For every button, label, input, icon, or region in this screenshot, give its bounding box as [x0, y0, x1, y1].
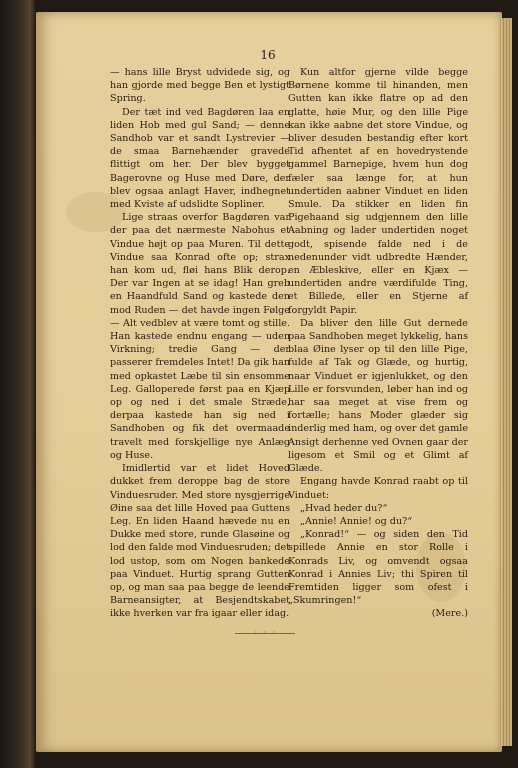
paragraph: Engang havde Konrad raabt op til Vinduet:	[288, 476, 468, 501]
paragraph: „Konrad!“ — og siden den Tid spillede Annie en stor Rolle i Konrads Liv, og omvendt ogsaa Konrad i Annies Liv; thi Spiren til Fremtiden ligger som ofest i „Skumringen!“	[288, 529, 468, 607]
paragraph: Der tæt ind ved Bagdøren laa en liden Hob med gul Sand; — denne Sandhob var et sandt Lystrevier — de smaa Barnehænder gravede flittigt om her. Der blev bygget Bagerovne og Huse med Døre, der blev ogsaa anlagt Haver, indhegnet med Kviste af udslidte Sopliner.	[110, 106, 290, 211]
right-text-column	[288, 66, 468, 621]
dialogue-line: „Annie! Annie! og du?“	[300, 515, 413, 527]
left-text-column	[110, 66, 290, 621]
paragraph: Da bliver den lille Gut dernede paa Sandhoben meget lykkelig, hans blaa Øine lyser op til den lille Pige, fulde af Tak og Glæde, og hurtig, naar Vinduet er igjenlukket, og den Lille er forsvunden, løber han ind og har saa meget at vise frem og fortælle; hans Moder glæder sig inderlig med ham, og over det gamle Ansigt derhenne ved Ovnen gaar der ligesom et Smil og et Glimt af Glæde.	[288, 317, 468, 475]
page-number: 16	[260, 48, 276, 62]
paragraph: Lige straas overfor Bagdøren var der paa det nærmeste Nabohus et Vindue højt op paa Muren. Til dette Vindue saa Konrad ofte op; strax han kom ud, fløi hans Blik derop. Der var Ingen at se idag! Han greb en Haandfuld Sand og kastede den mod Ruden — det havde ingen Følge — Alt vedblev at være tomt og stille. Han kastede endnu engang — uden Virkning; tredie Gang — der passerer fremdeles Intet! Da gik han med opkastet Læbe til sin ensomme Leg. Galloperede først paa en Kjæp op og ned i det smale Stræde, derpaa kastede han sig ned i Sandhoben og fik det overmaade travelt med forskjellige nye Anlæg og Huse.	[110, 212, 290, 461]
page-edges	[500, 18, 512, 746]
paragraph: Kun altfor gjerne vilde begge Børnene komme til hinanden, men Gutten kan ikke flatre op ad den glatte, høie Mur, og den lille Pige kan ikke aabne det store Vindue, og bliver desuden bestandig efter kort Tid afhentet af en hovedrystende gammel Barnepige, hvem hun dog fæler saa længe for, at hun undertiden aabner Vinduet en liden Smule. Da stikker en liden fin Pigehaand sig udgjennem den lille Aabning og lader undertiden noget godt, spisende falde ned i de nedenunder vidt udbredte Hænder, en Æbleskive, eller en Kjæx — undertiden andre værdifulde Ting, et Billede, eller en Stjerne af forgyldt Papir.	[288, 67, 468, 316]
ornament: · · ·	[254, 628, 278, 637]
continued-note: (Mere.)	[431, 608, 468, 620]
paragraph: — hans lille Bryst udvidede sig, og han gjorde med begge Ben et lystigt Spring.	[110, 67, 290, 105]
dialogue-line: „Hvad heder du?“	[300, 502, 388, 514]
paragraph: Imidlertid var et lidet Hoved dukket frem deroppe bag de store Vinduesruder. Med store nysgjerrige Øine saa det lille Hoved paa Guttens Leg. En liden Haand hævede nu en Dukke med store, runde Glasøine og lod den falde mod Vinduesruden; det lod ustop, som om Nogen bankede paa Vinduet. Hurtig sprang Gutten op, og man saa paa begge de leende Barneansigter, at Besjendtskabet ikke hverken var fra igaar eller idag.	[110, 463, 290, 620]
